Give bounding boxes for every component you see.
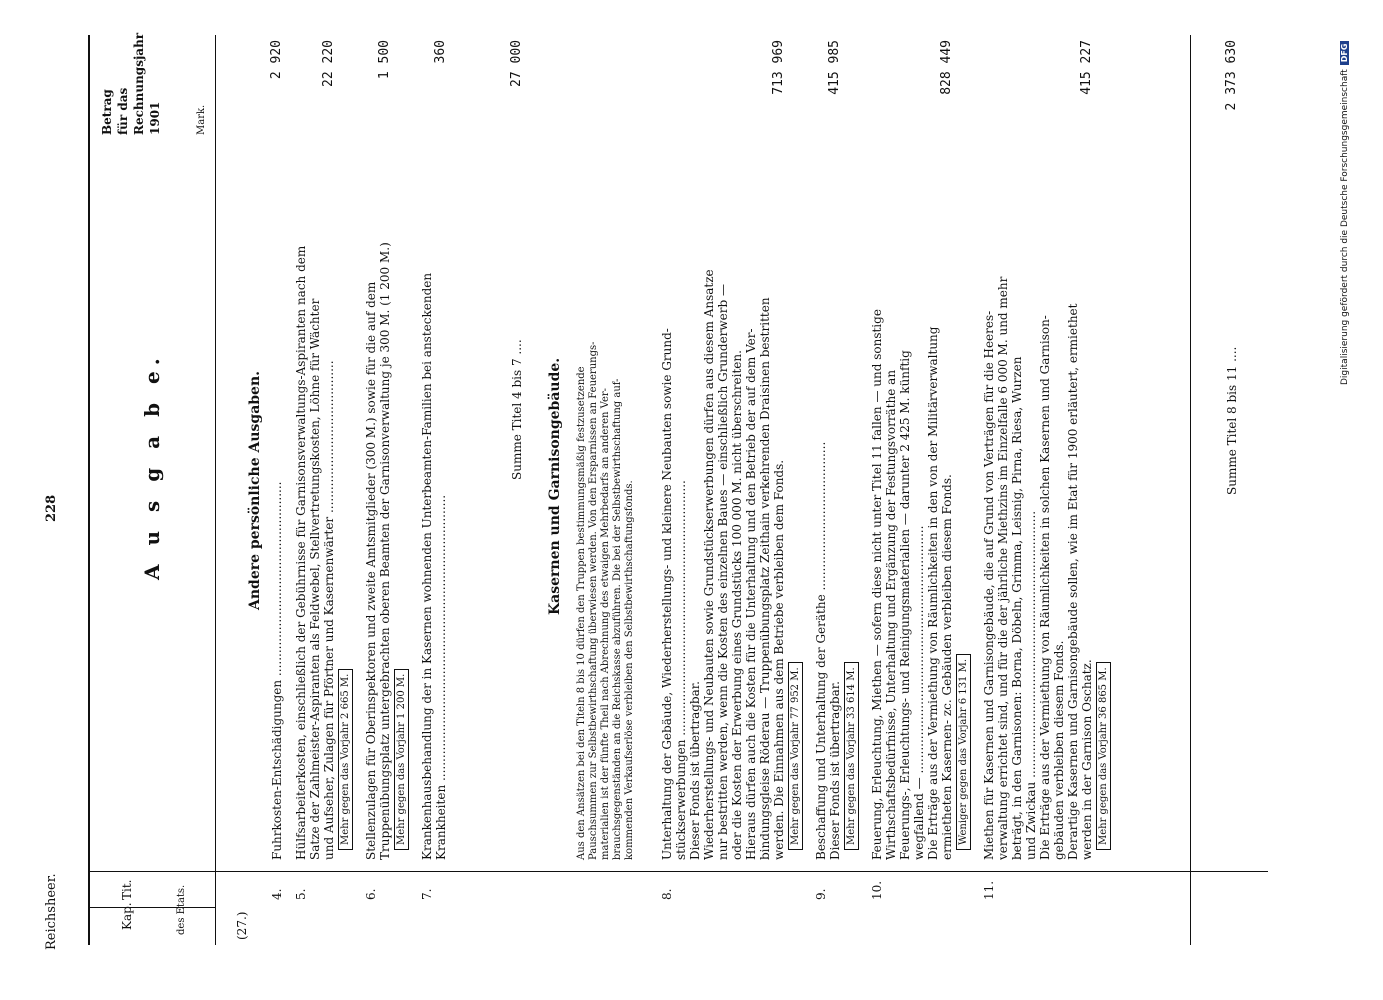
top-rule — [88, 35, 90, 945]
item-text-line: bindungsgleise Röderau — Truppenübungsplatz Zeithain verkehrenden Draisinen bestritten — [758, 297, 772, 860]
item-amount: 415 227 — [1079, 40, 1094, 95]
change-vs-prior-year-box: Weniger gegen das Vorjahr 6 131 M. — [956, 654, 971, 850]
sum1-label: Summe Titel 4 bis 7 .... — [510, 339, 524, 480]
item-text-line: Dieser Fonds ist übertragbar. — [828, 681, 842, 860]
item-text-line: wegfallend — ................................................................. — [912, 525, 926, 860]
dfg-watermark — [1340, 41, 1350, 385]
item-text-line: Dieser Fonds ist übertragbar. — [688, 681, 702, 860]
title-number: 7. — [420, 888, 434, 900]
section-heading-2: Kasernen und Garnisongebäude. — [547, 357, 563, 615]
dfg-logo: DFG — [1340, 41, 1349, 66]
item-text-line: nur bestritten werden, wenn die Kosten des einzelnen Baues — einschließlich Grunderwerb — — [716, 283, 730, 860]
col-kap-tit-divider — [88, 871, 1268, 872]
header-des-etats: des Etats. — [176, 884, 187, 935]
item-text-line: Truppenübungsplatz untergebrachten oberen Beamten der Garnisonverwaltung je 300 M. (1 200 M.) — [378, 242, 392, 860]
watermark-text: Digitalisierung gefördert durch die Deutsche Forschungsgemeinschaft — [1340, 69, 1350, 385]
running-head: Reichsheer. — [44, 873, 59, 950]
header-rule — [215, 35, 216, 945]
col-kap-divider — [88, 907, 215, 908]
item-text-line: Miethen für Kasernen und Garnisongebäude, die auf Grund von Verträgen für die Heeres- — [982, 310, 996, 860]
change-vs-prior-year-box: Mehr gegen das Vorjahr 36 865 M. — [1096, 662, 1111, 850]
item-text-line: Die Erträge aus der Vermiethung von Räumlichkeiten in solchen Kasernen und Garnison- — [1038, 315, 1052, 860]
item-text-line: und Zwickau ...................................................................... — [1024, 510, 1038, 860]
item-amount: 22 220 — [321, 40, 336, 87]
item-text-line: Die Erträge aus der Vermiethung von Räumlichkeiten in den von der Militärverwaltung — [926, 326, 940, 860]
item-text-line: Hieraus dürfen auch die Kosten für die Unterhaltung und den Betrieb der auf dem Ver- — [744, 328, 758, 860]
item-text-line: Krankheiten ........................................................................... — [434, 494, 448, 860]
item-text-line: Fuhrkosten-Entschädigungen ................................................... — [270, 481, 284, 860]
header-betrag-1: Betrag — [100, 89, 114, 135]
item-text-line: Hülfsarbeiterkosten, einschließlich der Gebührnisse für Garnisonsverwaltungs-Aspiranten nach dem — [294, 245, 308, 860]
item-text-line: und Aufseher, Zulagen für Pförtner und Kasernenwärter ........................................ — [322, 360, 336, 860]
item-text-line: Unterhaltung der Gebäude, Wiederherstellungs- und kleinere Neubauten sowie Grund- — [660, 328, 674, 860]
title-number: 6. — [364, 888, 378, 900]
item-amount: 713 969 — [771, 40, 786, 95]
header-kap: Kap. — [120, 902, 134, 930]
sum2-label: Summe Titel 8 bis 11 .... — [1225, 346, 1239, 495]
page-number: 228 — [44, 494, 59, 522]
title-number: 4. — [270, 888, 284, 900]
intro-line: Aus den Ansätzen bei den Titeln 8 bis 10 dürfen den Truppen bestimmungsmäßig festzusetzende — [576, 366, 587, 860]
item-amount: 2 920 — [269, 40, 284, 80]
item-text-line: werden. Die Einnahmen aus dem Betriebe verbleiben dem Fonds. — [772, 459, 786, 860]
item-amount: 360 — [433, 40, 448, 64]
item-text-line: Beschaffung und Unterhaltung der Geräthe ....................................... — [814, 441, 828, 860]
item-text-line: beträgt, in den Garnisonen: Borna, Döbeln, Grimma, Leisnig, Pirna, Riesa, Wurzen — [1010, 356, 1024, 860]
header-betrag-3: Rechnungsjahr — [132, 32, 146, 135]
header-tit: Tit. — [120, 879, 134, 900]
sum1-amount: 27 000 — [509, 40, 524, 87]
item-amount: 415 985 — [827, 40, 842, 95]
item-text-line: stückserwerbungen ................................................................... — [674, 480, 688, 860]
item-text-line: Krankenhausbehandlung der in Kasernen wohnenden Unterbeamten-Familien bei ansteckenden — [420, 272, 434, 860]
item-text-line: Stellenzulagen für Oberinspektoren und zweite Amtsmitglieder (300 M.) sowie für die auf dem — [364, 281, 378, 860]
item-text-line: Derartige Kasernen und Garnisongebäude sollen, wie im Etat für 1900 erläutert, ermiethet — [1066, 303, 1080, 860]
intro-line: materialien ist der fünfte Theil nach Abrechnung des etwaigen Mehrbedarfs an anderen Ver- — [600, 387, 611, 860]
header-mark: Mark. — [196, 104, 207, 135]
item-text-line: ermietheten Kasernen- zc. Gebäuden verbleiben diesem Fonds. — [940, 474, 954, 860]
chapter-number: (27.) — [235, 911, 249, 940]
item-text-line: Feuerungs-, Erleuchtungs- und Reinigungsmaterialien — darunter 2 425 M. künftig — [898, 350, 912, 860]
item-text-line: Wiederherstellungs- und Neubauten sowie Grundstückserwerbungen dürfen aus diesem Ansatze — [702, 269, 716, 860]
intro-line: kommenden Verkaufserlöse verbleiben den Selbstbewirthschaftungsfonds. — [624, 480, 635, 860]
item-text-line: Wirthschaftsbedürfnisse, Unterhaltung und Ergänzung der Festungsvorräthe an — [884, 369, 898, 860]
title-number: 10. — [870, 880, 884, 900]
item-text-line: gebäuden verbleiben diesem Fonds. — [1052, 640, 1066, 860]
item-text-line: werden in der Garnison Oschatz. — [1080, 659, 1094, 860]
section-heading-1: Andere persönliche Ausgaben. — [247, 370, 263, 610]
intro-line: Pauschsummen zur Selbstbewirthschaftung überwiesen werden. Von den Ersparnissen an Feuerungs- — [588, 341, 599, 860]
item-text-line: Satze der Zahlmeister-Aspiranten als Feldwebel, Stellvertretungskosten, Löhne für Wächter — [308, 298, 322, 860]
title-number: 8. — [660, 888, 674, 900]
sum2-amount: 2 373 630 — [1224, 40, 1239, 111]
item-text-line: Feuerung, Erleuchtung, Miethen — sofern diese nicht unter Titel 11 fallen — und sonstige — [870, 309, 884, 860]
change-vs-prior-year-box: Mehr gegen das Vorjahr 33 614 M. — [844, 662, 859, 850]
document-title: A u s g a b e. — [140, 352, 164, 580]
change-vs-prior-year-box: Mehr gegen das Vorjahr 2 665 M. — [338, 669, 353, 850]
item-text-line: verwaltung errichtet sind, und für die der jährliche Miethzins im Einzelfalle 6 000 M. und mehr — [996, 276, 1010, 860]
item-amount: 828 449 — [939, 40, 954, 95]
item-text-line: oder die Kosten der Erwerbung eines Grundstücks 100 000 M. nicht überschreiten. — [730, 350, 744, 860]
intro-line: brauchsgegenständen an die Reichskasse abzuführen. Die bei der Selbstbewirthschaftung auf- — [612, 378, 623, 860]
amount-col-rule — [1190, 35, 1191, 945]
title-number: 5. — [294, 888, 308, 900]
change-vs-prior-year-box: Mehr gegen das Vorjahr 1 200 M. — [394, 669, 409, 850]
header-betrag-2: für das — [116, 87, 130, 135]
title-number: 9. — [814, 888, 828, 900]
header-betrag-4: 1901 — [148, 101, 162, 135]
change-vs-prior-year-box: Mehr gegen das Vorjahr 77 952 M. — [788, 662, 803, 850]
title-number: 11. — [982, 880, 996, 900]
item-amount: 1 500 — [377, 40, 392, 80]
